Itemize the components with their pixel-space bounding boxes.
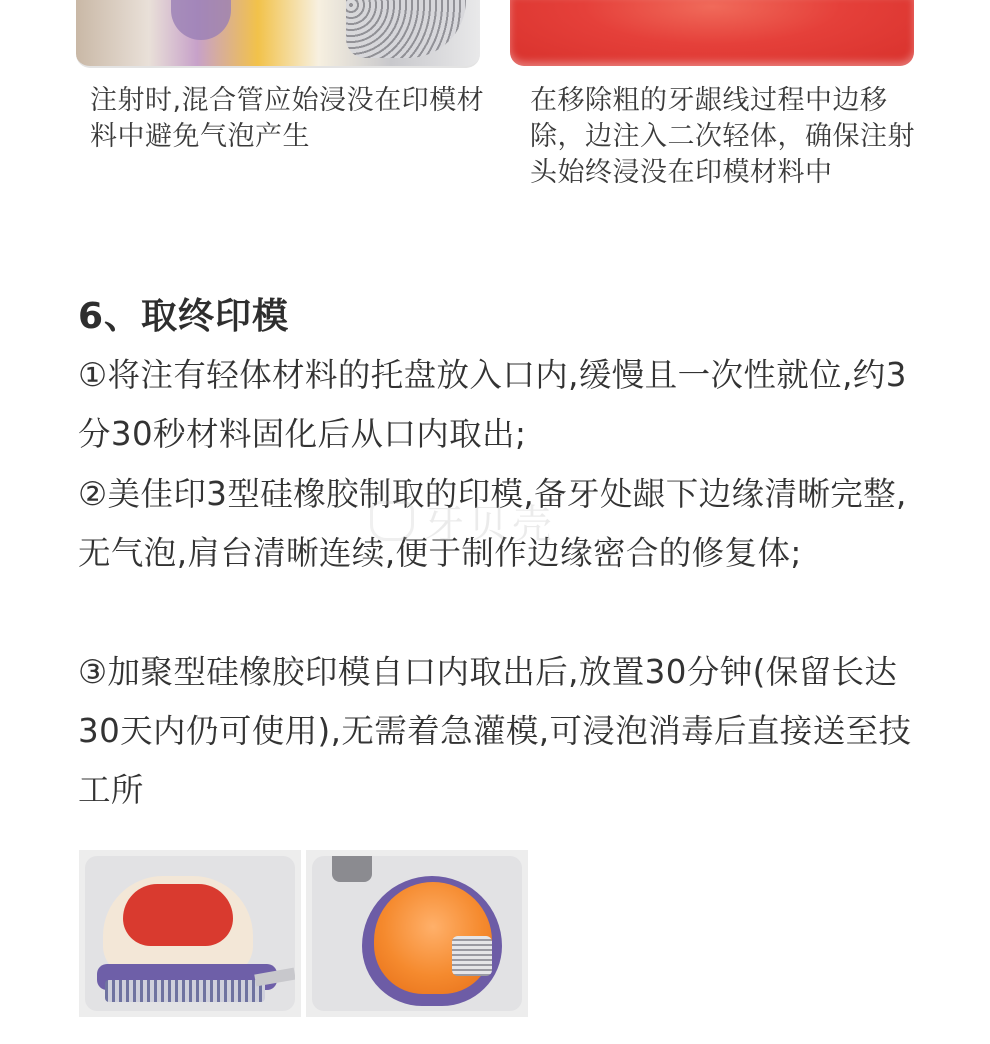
section-title: 6、取终印模 [78, 296, 290, 337]
watermark-text: 牙贝壳 [424, 501, 556, 548]
impression-model-photo-1 [79, 850, 301, 1017]
mixing-tip [171, 0, 231, 40]
watermark [370, 496, 630, 546]
injection-photo [76, 0, 480, 68]
tray-mesh [105, 980, 265, 1002]
step-paragraph-2: ②美佳印3型硅橡胶制取的印模,备牙处龈下边缘清晰完整,无气泡,肩台清晰连续,便于制作边缘密合的修复体; [78, 475, 907, 572]
injection-photo-caption: 注射时,混合管应始浸没在印模材料中避免气泡产生 [90, 85, 485, 152]
impression-tray [346, 0, 466, 58]
cord-removal-photo-caption: 在移除粗的牙龈线过程中边移除，边注入二次轻体，确保注射头始终浸没在印模材料中 [530, 85, 915, 188]
tray-mesh [452, 936, 492, 976]
impression-surface [123, 884, 233, 946]
gingival-cord-photo [510, 0, 914, 66]
impression-model-photo-2 [306, 850, 528, 1017]
tray-handle [332, 856, 372, 882]
step-paragraph-3: ③加聚型硅橡胶印模自口内取出后,放置30分钟(保留长达30天内仍可使用),无需着急灌模,可浸泡消毒后直接送至技工所 [78, 653, 912, 809]
step-paragraph-1: ①将注有轻体材料的托盘放入口内,缓慢且一次性就位,约3分30秒材料固化后从口内取出; [78, 356, 907, 453]
tooth-logo-icon [370, 501, 414, 541]
